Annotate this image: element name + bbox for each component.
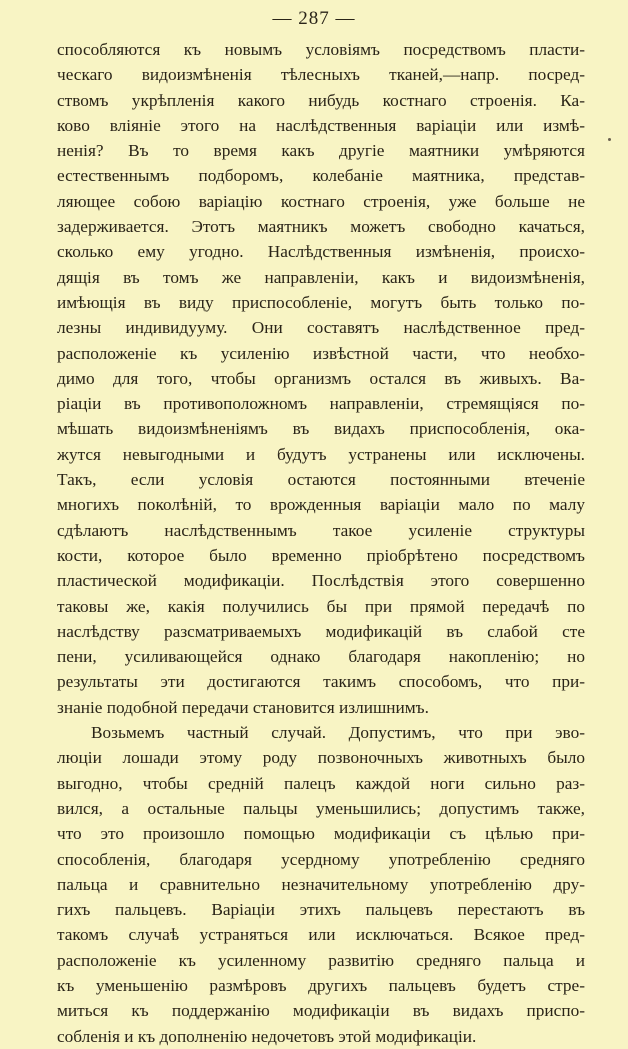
text-line: результаты эти достигаются такимъ способомъ, что при- — [57, 672, 585, 692]
text-line: сдѣлаютъ наслѣдственнымъ такое усиленіе структуры — [57, 520, 585, 540]
text-line: димо для того, чтобы организмъ остался въ живыхъ. Ва- — [57, 368, 585, 388]
text-line: Возьмемъ частный случай. Допустимъ, что при эво- — [91, 723, 585, 743]
text-line: Такъ, если условія остаются постоянными втеченіе — [57, 470, 585, 490]
body-text — [57, 37, 585, 1049]
text-line: пени, усиливающейся однако благодаря накопленію; но — [57, 647, 585, 667]
text-line: что это произошло помощью модификаціи съ цѣлью при- — [57, 824, 585, 844]
text-line: способленія, благодаря усердному употребленію средняго — [57, 849, 585, 869]
text-line: сколько ему угодно. Наслѣдственныя измѣненія, происхо- — [57, 242, 585, 262]
text-line: мѣшать видоизмѣненіямъ въ видахъ приспособленія, ока- — [57, 419, 585, 439]
text-line: знаніе подобной передачи становится излишнимъ. — [57, 697, 429, 717]
text-line: кости, которое было временно пріобрѣтено посредствомъ — [57, 545, 585, 565]
text-line: ческаго видоизмѣненія тѣлесныхъ тканей,—напр. посред- — [57, 65, 585, 85]
text-line: многихъ поколѣній, то врожденныя варіаціи мало по малу — [57, 495, 585, 515]
text-line: ствомъ укрѣпленія какого нибудь костнаго строенія. Ка- — [57, 90, 585, 110]
paragraph — [57, 720, 585, 1049]
text-line: расположеніе къ усиленному развитію средняго пальца и — [57, 950, 585, 970]
text-line: гихъ пальцевъ. Варіаціи этихъ пальцевъ перестаютъ въ — [57, 900, 585, 920]
text-line: задерживается. Этотъ маятникъ можетъ свободно качаться, — [57, 217, 585, 237]
text-line: наслѣдству разсматриваемыхъ модификацій въ слабой сте — [57, 621, 585, 641]
text-line: выгодно, чтобы средній палецъ каждой ноги сильно раз- — [57, 773, 585, 793]
paragraph — [57, 37, 585, 720]
text-line: таковы же, какія получились бы при прямой передачѣ по — [57, 596, 585, 616]
text-line: вился, а остальные пальцы уменьшились; допустимъ также, — [57, 798, 585, 818]
text-line: лезны индивидууму. Они составятъ наслѣдственное пред- — [57, 318, 585, 338]
text-line: естественнымъ подборомъ, колебаніе маятника, представ- — [57, 166, 585, 186]
text-line: способляются къ новымъ условіямъ посредствомъ пласти- — [57, 40, 585, 59]
text-line: люціи лошади этому роду позвоночныхъ животныхъ было — [57, 748, 585, 768]
margin-speck — [608, 138, 611, 141]
text-line: ляющее собою варіацію костнаго строенія, уже больше не — [57, 191, 585, 211]
text-line: расположеніе къ усиленію извѣстной части, что необхо- — [57, 343, 585, 363]
text-line: такомъ случаѣ устраняться или исключаться. Всякое пред- — [57, 925, 585, 945]
text-line: собленія и къ дополненію недочетовъ этой модификаціи. — [57, 1026, 477, 1046]
text-line: къ уменьшенію размѣровъ другихъ пальцевъ будетъ стре- — [57, 975, 585, 995]
text-line: пальца и сравнительно незначительному употребленію дру- — [57, 874, 585, 894]
page-number: — 287 — — [272, 8, 356, 29]
text-line: жутся невыгодными и будутъ устранены или исключены. — [57, 444, 585, 464]
text-line: миться къ поддержанію модификаціи въ видахъ приспо- — [57, 1001, 585, 1021]
text-line: дящія въ томъ же направленіи, какъ и видоизмѣненія, — [57, 267, 585, 287]
text-line: ріаціи въ противоположномъ направленіи, стремящіяся по- — [57, 394, 585, 414]
text-line: пластической модификаціи. Послѣдствія этого совершенно — [57, 571, 585, 591]
text-line: имѣющія въ виду приспособленіе, могутъ быть только по- — [57, 292, 585, 312]
text-line: ненія? Въ то время какъ другіе маятники умѣряются — [57, 141, 585, 161]
text-line: ково вліяніе этого на наслѣдственныя варіаціи или измѣ- — [57, 115, 585, 135]
